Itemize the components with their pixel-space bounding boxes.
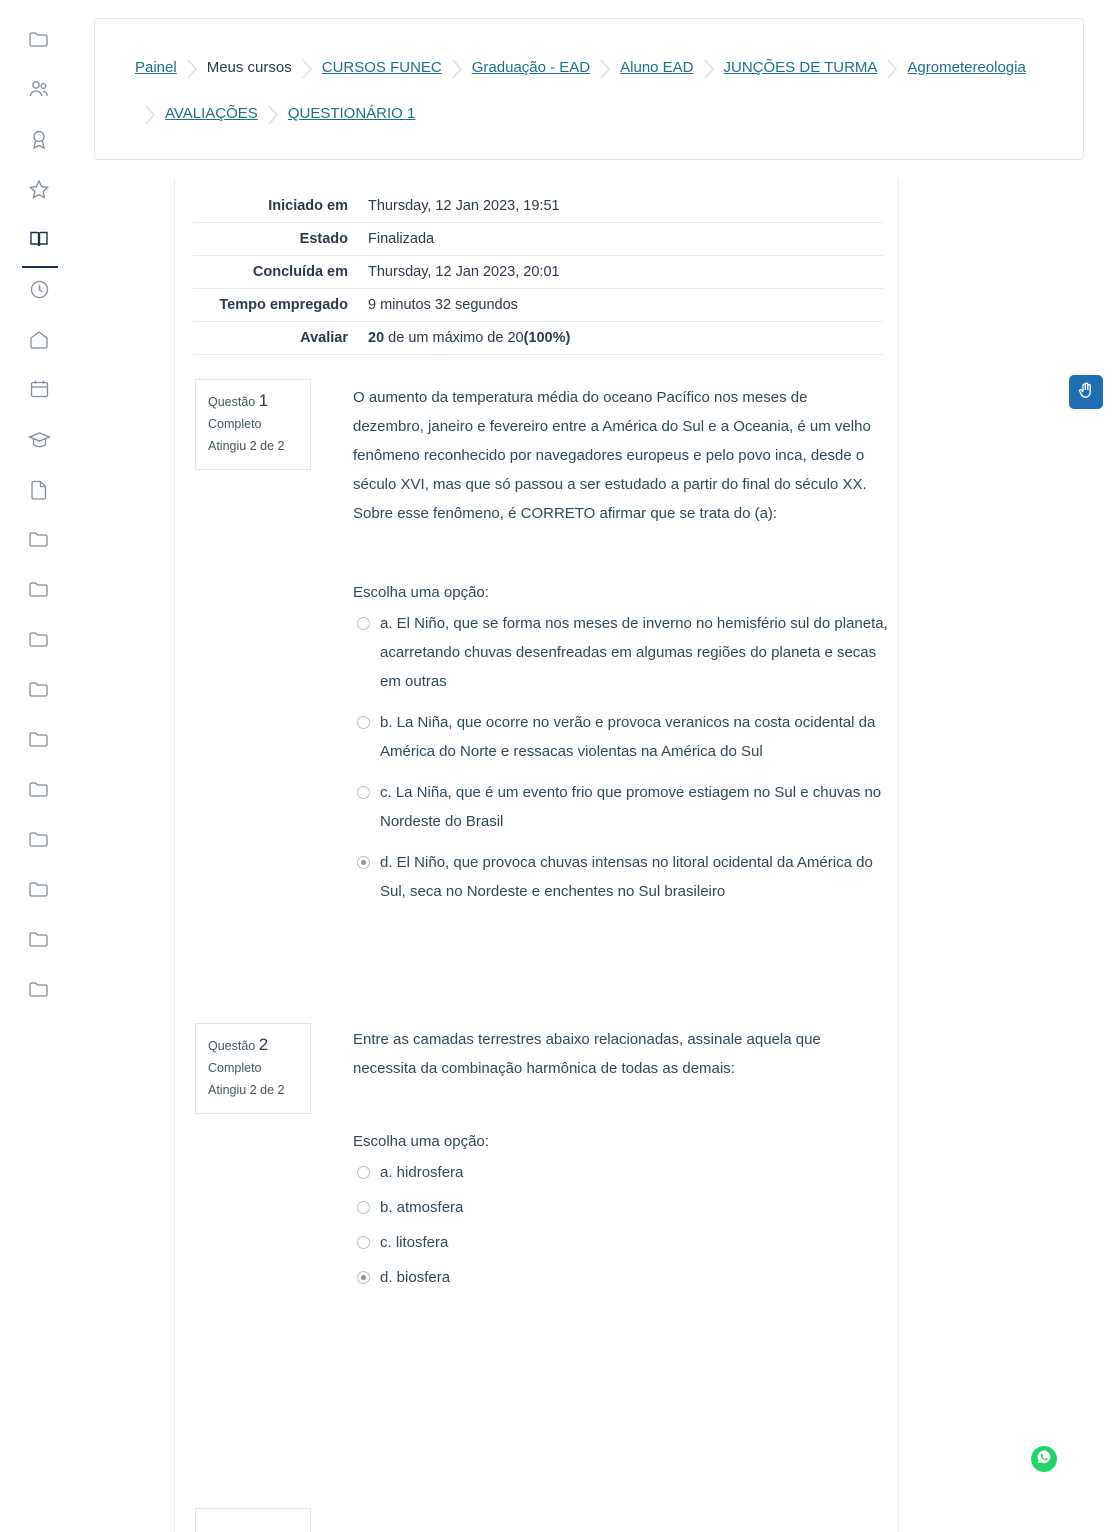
summary-label: Estado — [193, 223, 358, 256]
answer-option-label: d. biosfera — [380, 1269, 451, 1286]
accessibility-button[interactable] — [1069, 375, 1103, 409]
breadcrumb-item-questionario-1[interactable]: QUESTIONÁRIO 1 — [287, 105, 416, 122]
summary-value: Thursday, 12 Jan 2023, 19:51 — [358, 190, 883, 223]
folder-icon — [29, 880, 49, 898]
sidebar-item-folder[interactable] — [16, 764, 62, 814]
question-state: Completo — [208, 417, 262, 431]
answer-options — [353, 1158, 893, 1292]
accessibility-hand-icon — [1077, 381, 1095, 404]
summary-value: Finalizada — [358, 223, 883, 256]
folder-icon — [29, 630, 49, 648]
radio-button[interactable] — [357, 1166, 370, 1179]
sidebar-item-graduation[interactable] — [16, 414, 62, 464]
icon-sidebar — [0, 0, 78, 1532]
question-number-line — [208, 1034, 298, 1057]
question-number-line — [208, 390, 298, 413]
sidebar-item-folder[interactable] — [16, 914, 62, 964]
sidebar-item-folder[interactable] — [16, 964, 62, 1014]
sidebar-item-folder[interactable] — [16, 864, 62, 914]
answer-option-label: d. El Niño, que provoca chuvas intensas no litoral ocidental da América do Sul, seca no Nordeste e enchentes no Sul brasileiro — [380, 854, 873, 900]
answer-option-selected[interactable] — [353, 1263, 893, 1292]
folder-icon — [29, 730, 49, 748]
radio-button[interactable] — [357, 1236, 370, 1249]
whatsapp-button[interactable] — [1031, 1446, 1057, 1472]
question-number-label: Questão — [208, 1039, 256, 1053]
question-info — [195, 379, 311, 470]
question-number: 2 — [258, 1035, 269, 1054]
calendar-icon — [29, 379, 50, 399]
question-text: Entre as camadas terrestres abaixo relacionadas, assinale aquela que necessita da combinação harmônica de todas as demais: — [353, 1031, 821, 1077]
question-block — [175, 1023, 898, 1353]
breadcrumb-card — [94, 18, 1084, 160]
chevron-right-icon — [877, 45, 907, 91]
sidebar-item-calendar[interactable] — [16, 364, 62, 414]
main-region — [78, 0, 1113, 1532]
sidebar-item-folder[interactable] — [16, 814, 62, 864]
chevron-right-icon — [135, 91, 165, 137]
table-row-grade — [193, 322, 883, 355]
radio-button[interactable] — [357, 786, 370, 799]
graduation-cap-icon — [28, 430, 51, 449]
answer-option[interactable] — [353, 778, 893, 836]
folder-icon — [29, 680, 49, 698]
answer-option-label: c. La Niña, que é um evento frio que promove estiagem no Sul e chuvas no Nordeste do Brasil — [380, 784, 882, 830]
grade-middle: de um máximo de 20 — [384, 330, 524, 346]
breadcrumb-item-aluno-ead[interactable]: Aluno EAD — [620, 59, 694, 76]
answer-option-selected[interactable] — [353, 848, 893, 906]
table-row — [193, 256, 883, 289]
radio-button[interactable] — [357, 716, 370, 729]
question-state: Completo — [208, 1061, 262, 1075]
chevron-right-icon — [694, 45, 724, 91]
clock-icon — [29, 279, 50, 300]
summary-label: Tempo empregado — [193, 289, 358, 322]
book-icon — [28, 229, 50, 250]
question-number-label: Questão — [208, 395, 256, 409]
question-number: 1 — [258, 391, 269, 410]
grade-label: Avaliar — [193, 322, 358, 355]
folder-icon — [29, 780, 49, 798]
folder-icon — [29, 930, 49, 948]
whatsapp-icon — [1036, 1449, 1052, 1470]
answer-option[interactable] — [353, 708, 893, 766]
breadcrumb-item-meus-cursos[interactable]: Meus cursos — [206, 59, 292, 76]
sidebar-item-users[interactable] — [16, 64, 62, 114]
sidebar-item-recent[interactable] — [16, 264, 62, 314]
folder-icon — [29, 580, 49, 598]
breadcrumb-item-painel[interactable]: Painel — [135, 59, 177, 76]
next-question-info-stub — [195, 1508, 311, 1532]
chevron-right-icon — [177, 45, 207, 91]
sidebar-item-folder[interactable] — [16, 714, 62, 764]
answer-option[interactable] — [353, 1228, 893, 1257]
table-row — [193, 289, 883, 322]
summary-label: Iniciado em — [193, 190, 358, 223]
sidebar-item-folder[interactable] — [16, 514, 62, 564]
summary-value: Thursday, 12 Jan 2023, 20:01 — [358, 256, 883, 289]
breadcrumb — [135, 45, 1043, 137]
answer-option-label: c. litosfera — [380, 1234, 449, 1251]
table-row — [193, 223, 883, 256]
grade-value — [358, 322, 883, 355]
answer-option-label: b. La Niña, que ocorre no verão e provoca veranicos na costa ocidental da América do Norte e ressacas violentas na América do Sul — [380, 714, 876, 760]
table-row — [193, 190, 883, 223]
file-icon — [30, 479, 49, 500]
radio-button-selected[interactable] — [357, 856, 370, 869]
sidebar-item-home[interactable] — [16, 314, 62, 364]
breadcrumb-item-graduacao-ead[interactable]: Graduação - EAD — [471, 59, 591, 76]
choose-option-label: Escolha uma opção: — [353, 1133, 489, 1150]
summary-value: 9 minutos 32 segundos — [358, 289, 883, 322]
radio-button[interactable] — [357, 1201, 370, 1214]
quiz-content — [174, 178, 899, 1532]
grade-score: 20 — [368, 330, 385, 346]
answer-option-label: b. atmosfera — [380, 1199, 464, 1216]
breadcrumb-item-avaliacoes[interactable]: AVALIAÇÕES — [165, 105, 258, 122]
folder-icon — [29, 30, 49, 48]
sidebar-item-folder[interactable] — [16, 14, 62, 64]
answer-option[interactable] — [353, 1193, 893, 1222]
star-icon — [28, 179, 50, 200]
answer-option-label: a. hidrosfera — [380, 1164, 464, 1181]
question-grade: Atingiu 2 de 2 — [208, 1083, 285, 1097]
chevron-right-icon — [590, 45, 620, 91]
chevron-right-icon — [442, 45, 472, 91]
sidebar-item-courses[interactable] — [16, 214, 62, 264]
sidebar-item-file[interactable] — [16, 464, 62, 514]
sidebar-item-folder[interactable] — [16, 564, 62, 614]
radio-button-selected[interactable] — [357, 1271, 370, 1284]
folder-icon — [29, 830, 49, 848]
folder-icon — [29, 980, 49, 998]
answer-option[interactable] — [353, 609, 893, 696]
sidebar-item-folder[interactable] — [16, 664, 62, 714]
answer-options — [353, 609, 893, 906]
breadcrumb-item-agrometereologia[interactable]: Agrometereologia — [907, 59, 1026, 76]
grade-percent: (100%) — [523, 330, 571, 346]
breadcrumb-item-cursos-funec[interactable]: CURSOS FUNEC — [321, 59, 442, 76]
chevron-right-icon — [258, 91, 288, 137]
choose-option-label: Escolha uma opção: — [353, 584, 489, 601]
breadcrumb-item-juncoes-de-turma[interactable]: JUNÇÕES DE TURMA — [723, 59, 878, 76]
radio-button[interactable] — [357, 617, 370, 630]
summary-label: Concluída em — [193, 256, 358, 289]
sidebar-item-badge[interactable] — [16, 114, 62, 164]
folder-icon — [29, 530, 49, 548]
home-icon — [28, 329, 50, 350]
question-info — [195, 1023, 311, 1114]
question-text: O aumento da temperatura média do oceano Pacífico nos meses de dezembro, janeiro e fevereiro entre a América do Sul e a Oceania, é um velho fenômeno reconhecido por navegadores europeus e pelo povo inca, desde o século XVI, mas que só passou a ser estudado a partir do final do século XX. Sobre esse fenômeno, é CORRETO afirmar que se trata do (a): — [353, 389, 871, 522]
users-icon — [28, 79, 50, 99]
answer-option[interactable] — [353, 1158, 893, 1187]
question-grade: Atingiu 2 de 2 — [208, 439, 285, 453]
badge-icon — [29, 129, 49, 150]
attempt-summary-table — [193, 190, 883, 355]
question-block — [175, 379, 898, 979]
sidebar-item-star[interactable] — [16, 164, 62, 214]
answer-option-label: a. El Niño, que se forma nos meses de inverno no hemisfério sul do planeta, acarretando chuvas desenfreadas em algumas regiões do planeta e secas em outras — [380, 615, 888, 690]
sidebar-item-folder[interactable] — [16, 614, 62, 664]
chevron-right-icon — [292, 45, 322, 91]
